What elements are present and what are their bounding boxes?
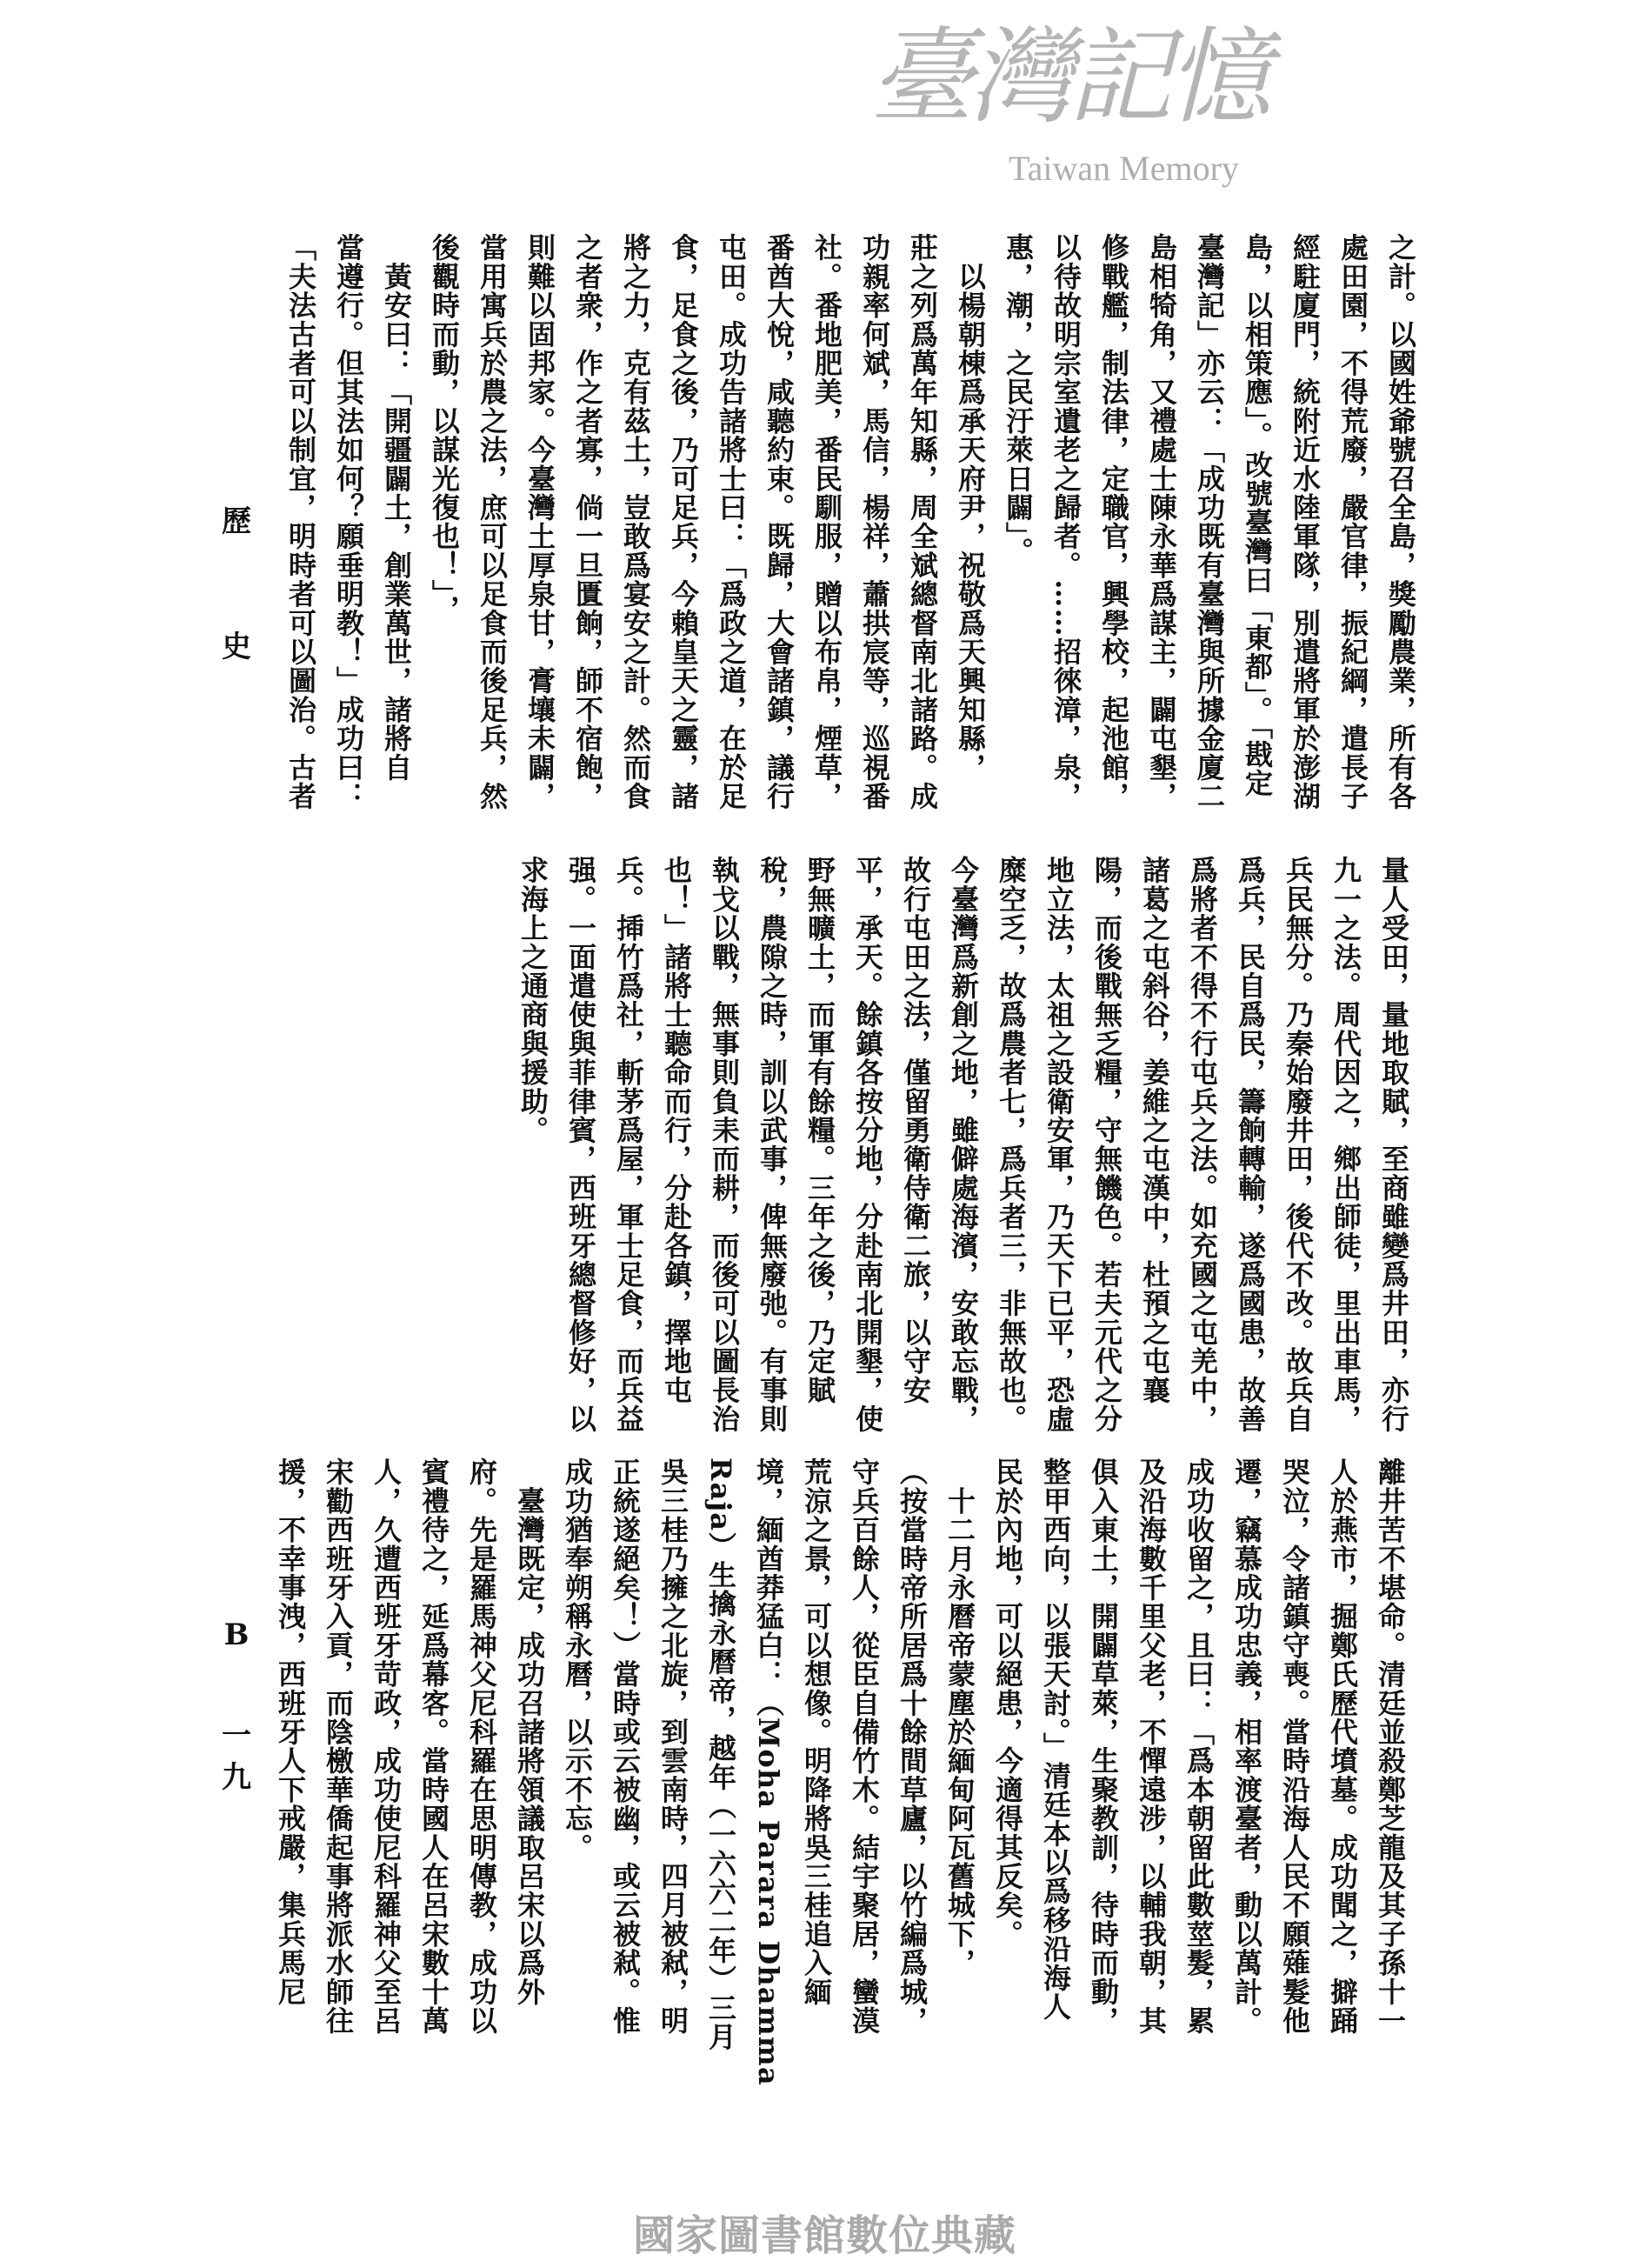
text-column: 量人受田，量地取賦，至商雖變爲井田，亦行 <box>1377 856 1410 1433</box>
text-column: 當遵行。但其法如何？願垂明教！」成功曰： <box>332 233 365 810</box>
page-number-section: B <box>223 1617 250 1652</box>
text-column: 惠，潮，之民汙萊日闢」。 <box>1002 233 1035 566</box>
running-head-char: 史 <box>222 630 251 664</box>
text-column: 陽，而後戰無乏糧，守無饑色。若夫元代之分 <box>1090 856 1123 1433</box>
text-column: 十二月永曆帝蒙塵於緬甸阿瓦舊城下， <box>943 1457 976 1978</box>
text-column: 功親率何斌，馬信，楊祥，蕭拱宸等，巡視番 <box>858 233 891 810</box>
text-column: 成功猶奉朔稱永曆，以示不忘。 <box>561 1457 594 1862</box>
text-column: 兵。揷竹爲社，斬茅爲屋，軍士足食，而兵益 <box>612 856 645 1433</box>
text-column: 執戈以戰，無事則負耒而耕，而後可以圖長治 <box>708 856 741 1433</box>
text-column: 臺灣記」亦云：「成功既有臺灣與所據金廈二 <box>1193 233 1226 810</box>
text-column: 番酋大悅，咸聽約束。既歸，大會諸鎮，議行 <box>763 233 796 810</box>
text-column: 哭泣，令諸鎮守喪。當時沿海人民不願薙髮他 <box>1278 1457 1311 2035</box>
text-column: 人於燕市，掘鄭氏歷代墳墓。成功聞之，擗踊 <box>1326 1457 1359 2035</box>
text-column: 正統遂絕矣！）當時或云被幽，或云被弒。惟 <box>609 1457 642 2035</box>
text-column: 莊之列爲萬年知縣，周全斌總督南北諸路。成 <box>906 233 939 810</box>
text-column: 後觀時而動，以謀光復也！」， <box>428 233 461 624</box>
text-column: 地立法，太祖之設衛安軍，乃天下已平，恐虛 <box>1042 856 1076 1433</box>
text-column: 人，久遭西班牙苛政，成功使尼科羅神父至呂 <box>370 1457 403 2035</box>
text-column: 守兵百餘人，從臣自備竹木。結宇聚居，蠻漠 <box>848 1457 881 2035</box>
text-column: 食，足食之後，乃可足兵，今賴皇天之靈，諸 <box>667 233 700 810</box>
text-column: 稅，農隙之時，訓以武事，俾無廢弛。有事則 <box>756 856 789 1433</box>
text-column: 糜空乏，故爲農者七，爲兵者三，非無故也。 <box>995 856 1028 1433</box>
text-column: 臺灣既定，成功召諸將領議取呂宋以爲外 <box>513 1457 546 2006</box>
text-column: 及沿海數千里父老，不憚遠涉，以輔我朝，其 <box>1135 1457 1168 2035</box>
text-column: 島相犄角，又禮處士陳永華爲謀主，闢屯墾， <box>1145 233 1178 810</box>
library-footer-watermark: 國家圖書館數位典藏 <box>633 2211 1017 2260</box>
text-column: 島，以相策應」。改號臺灣曰「東都」。「戡定 <box>1241 233 1274 798</box>
text-column: 荒涼之景，可以想像。明降將吳三桂追入緬 <box>800 1457 833 2006</box>
text-column: 兵民無分。乃秦始廢井田，後代不改。故兵自 <box>1282 856 1315 1433</box>
taiwan-memory-watermark-text: Taiwan Memory <box>1009 149 1239 188</box>
text-column: 今臺灣爲新創之地，雖僻處海濱，安敢忘戰， <box>947 856 980 1433</box>
text-column: 爲將者不得不行屯兵之法。如充國之屯羌中， <box>1186 856 1219 1433</box>
text-column: 以楊朝棟爲承天府尹，祝敬爲天興知縣， <box>954 233 987 782</box>
text-column: 吳三桂乃擁之北旋，到雲南時，四月被弒，明 <box>656 1457 689 2035</box>
text-column: 宋勸西班牙入貢，而陰檄華僑起事將派水師往 <box>322 1457 355 2035</box>
text-column: 平，承天。餘鎮各按分地，分赴南北開墾，使 <box>851 856 884 1433</box>
text-column: 離井苦不堪命。清廷並殺鄭芝龍及其子孫十一 <box>1374 1457 1407 2035</box>
text-column: 黃安曰：「開疆闢土，創業萬世，諸將自 <box>380 233 413 782</box>
text-column: 修戰艦，制法律，定職官，興學校，起池館， <box>1097 233 1130 810</box>
text-column: 成功收留之，且曰：「爲本朝留此數莖髮，累 <box>1182 1457 1216 2035</box>
text-column: 整甲西向，以張天討。」清廷本以爲移沿海人 <box>1039 1457 1072 2021</box>
text-column: 當用寓兵於農之法，庶可以足食而後足兵，然 <box>476 233 509 810</box>
text-column: 也！」諸將士聽命而行，分赴各鎮，擇地屯 <box>660 856 693 1404</box>
text-column: 遷，竊慕成功忠義，相率渡臺者，動以萬計。 <box>1230 1457 1263 2035</box>
text-column: 「夫法古者可以制宜，明時者可以圖治。古者 <box>284 233 317 810</box>
taiwan-memory-watermark-logo: 臺灣記憶 <box>869 17 1266 138</box>
text-column: 强。一面遣使與菲律賓，西班牙總督修好，以 <box>564 856 597 1433</box>
text-column: 民於內地，可以絕患，今適得其反矣。 <box>991 1457 1024 1949</box>
text-column: 故行屯田之法，僅留勇衛侍衛二旅，以守安 <box>899 856 932 1404</box>
page-number-char: 一 <box>222 1718 251 1753</box>
text-column: （按當時帝所居爲十餘間草廬，以竹編爲城， <box>896 1457 929 2035</box>
text-column: 以待故明宗室遺老之歸者。……招徠漳，泉， <box>1049 233 1082 810</box>
text-column: 賓禮待之，延爲幕客。當時國人在呂宋數十萬 <box>417 1457 450 2035</box>
text-column: 經駐廈門，統附近水陸軍隊，別遣將軍於澎湖 <box>1289 233 1322 810</box>
text-column: 九一之法。周代因之，鄉出師徒，里出車馬， <box>1329 856 1362 1433</box>
running-head-char: 歷 <box>222 504 251 539</box>
text-column: 社。番地肥美，番民馴服，贈以布帛，煙草， <box>810 233 843 810</box>
text-column: 境，緬酋莽猛白：（Moha Parara Dhamma <box>752 1457 785 2086</box>
text-column: 爲兵，民自爲民，籌餉轉輸，遂爲國患，故善 <box>1234 856 1267 1433</box>
text-column: 求海上之通商與援助。 <box>516 856 550 1144</box>
page-number-char: 九 <box>222 1760 251 1795</box>
text-column: 之者衆，作之者寡，倘一旦匱餉，師不宿飽， <box>571 233 604 810</box>
text-column: 野無曠土，而軍有餘糧。三年之後，乃定賦 <box>803 856 836 1404</box>
text-column: Raja）生擒永曆帝，越年（一六六二年）三月 <box>704 1457 737 2051</box>
text-column: 處田園，不得荒廢，嚴官律，振紀綱，遣長子 <box>1336 233 1369 810</box>
text-column: 俱入東土，開闢草萊，生聚教訓，待時而動， <box>1087 1457 1120 2035</box>
text-column: 諸葛之屯斜谷，姜維之屯漢中，杜預之屯襄 <box>1138 856 1171 1404</box>
text-column: 屯田。成功告諸將士曰：「爲政之道，在於足 <box>715 233 748 810</box>
text-column: 將之力，克有茲土，豈敢爲宴安之計。然而食 <box>619 233 652 810</box>
text-column: 府。先是羅馬神父尼科羅在思明傳教，成功以 <box>465 1457 498 2035</box>
text-column: 援，不幸事洩，西班牙人下戒嚴，集兵馬尼 <box>274 1457 307 2006</box>
text-column: 則難以固邦家。今臺灣土厚泉甘，膏壤未闢， <box>523 233 556 810</box>
text-column: 之計。以國姓爺號召全島，獎勵農業，所有各 <box>1384 233 1417 810</box>
